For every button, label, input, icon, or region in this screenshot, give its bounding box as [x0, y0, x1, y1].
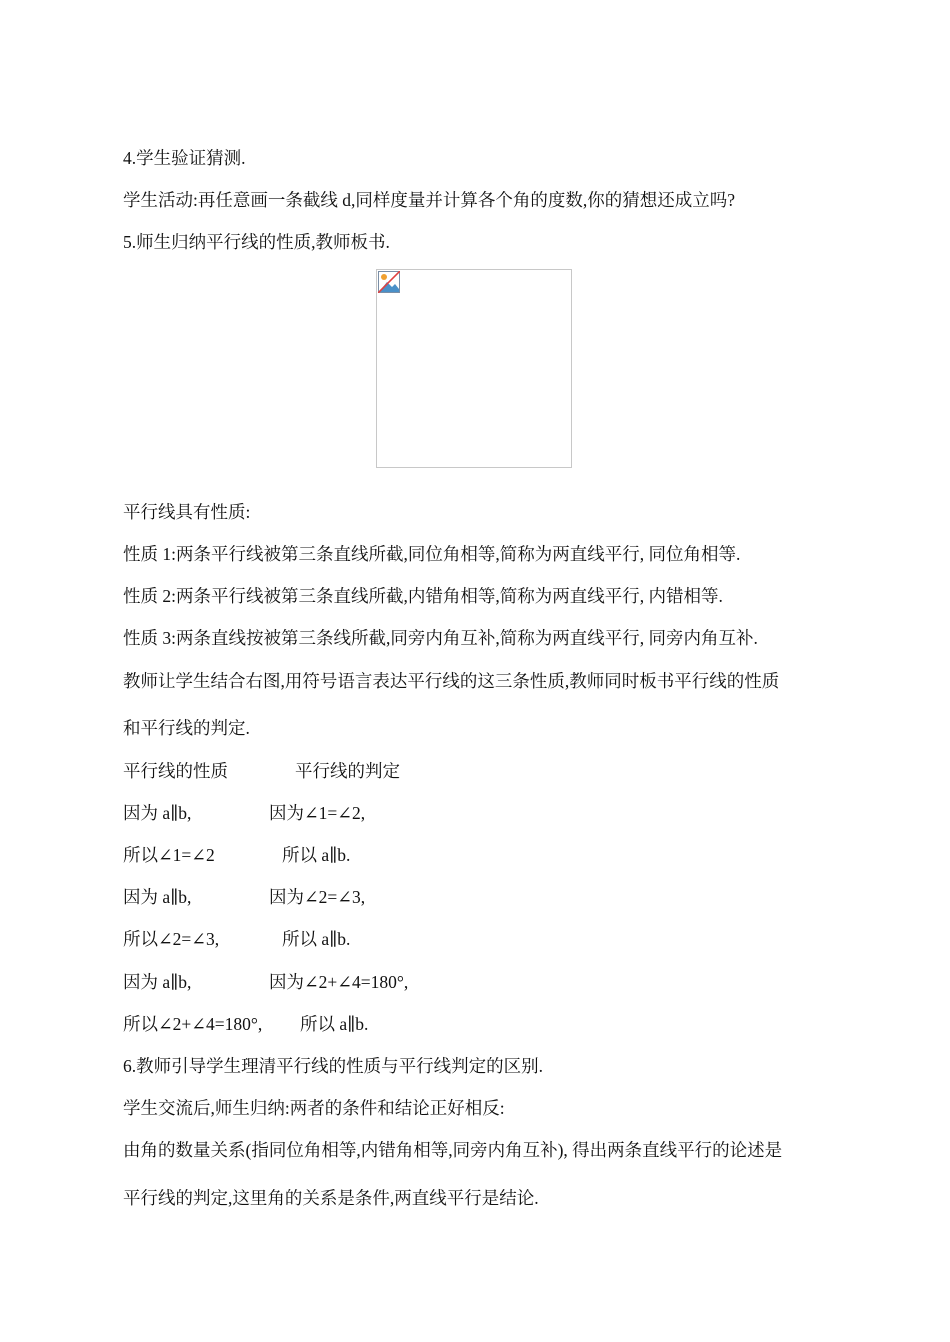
table-row-left: 所以∠2+∠4=180°, [123, 1014, 263, 1034]
table-row-left: 所以∠1=∠2 [123, 845, 215, 865]
step-4-heading: 4.学生验证猜测. [123, 148, 246, 168]
teacher-instruction-line-2: 和平行线的判定. [123, 718, 250, 738]
summary-intro: 学生交流后,师生归纳:两者的条件和结论正好相反: [123, 1098, 505, 1118]
table-row-right: 因为∠1=∠2, [269, 803, 366, 823]
properties-intro: 平行线具有性质: [123, 502, 251, 522]
step-5-heading: 5.师生归纳平行线的性质,教师板书. [123, 232, 390, 252]
table-row-right: 所以 a∥b. [282, 845, 351, 865]
table-header-left: 平行线的性质 [123, 761, 228, 781]
summary-line-2: 平行线的判定,这里角的关系是条件,两直线平行是结论. [123, 1188, 539, 1208]
figure-placeholder [376, 269, 572, 468]
table-row-right: 因为∠2+∠4=180°, [269, 972, 409, 992]
teacher-instruction-line-1: 教师让学生结合右图,用符号语言表达平行线的这三条性质,教师同时板书平行线的性质 [123, 671, 780, 691]
table-row-left: 所以∠2=∠3, [123, 929, 220, 949]
property-1: 性质 1:两条平行线被第三条直线所截,同位角相等,简称为两直线平行, 同位角相等. [123, 544, 741, 564]
table-row-right: 所以 a∥b. [282, 929, 351, 949]
table-row-right: 因为∠2=∠3, [269, 887, 366, 907]
table-header-right: 平行线的判定 [295, 761, 400, 781]
table-row-left: 因为 a∥b, [123, 972, 192, 992]
summary-line-1: 由角的数量关系(指同位角相等,内错角相等,同旁内角互补), 得出两条直线平行的论述是 [123, 1140, 783, 1160]
property-3: 性质 3:两条直线按被第三条线所截,同旁内角互补,简称为两直线平行, 同旁内角互补. [123, 628, 758, 648]
broken-image-icon [378, 271, 400, 293]
property-2: 性质 2:两条平行线被第三条直线所截,内错角相等,简称为两直线平行, 内错相等. [123, 586, 723, 606]
table-row-left: 因为 a∥b, [123, 803, 192, 823]
step-6-heading: 6.教师引导学生理清平行线的性质与平行线判定的区别. [123, 1056, 543, 1076]
table-row-right: 所以 a∥b. [300, 1014, 369, 1034]
table-row-left: 因为 a∥b, [123, 887, 192, 907]
student-activity-text: 学生活动:再任意画一条截线 d,同样度量并计算各个角的度数,你的猜想还成立吗? [123, 190, 736, 210]
